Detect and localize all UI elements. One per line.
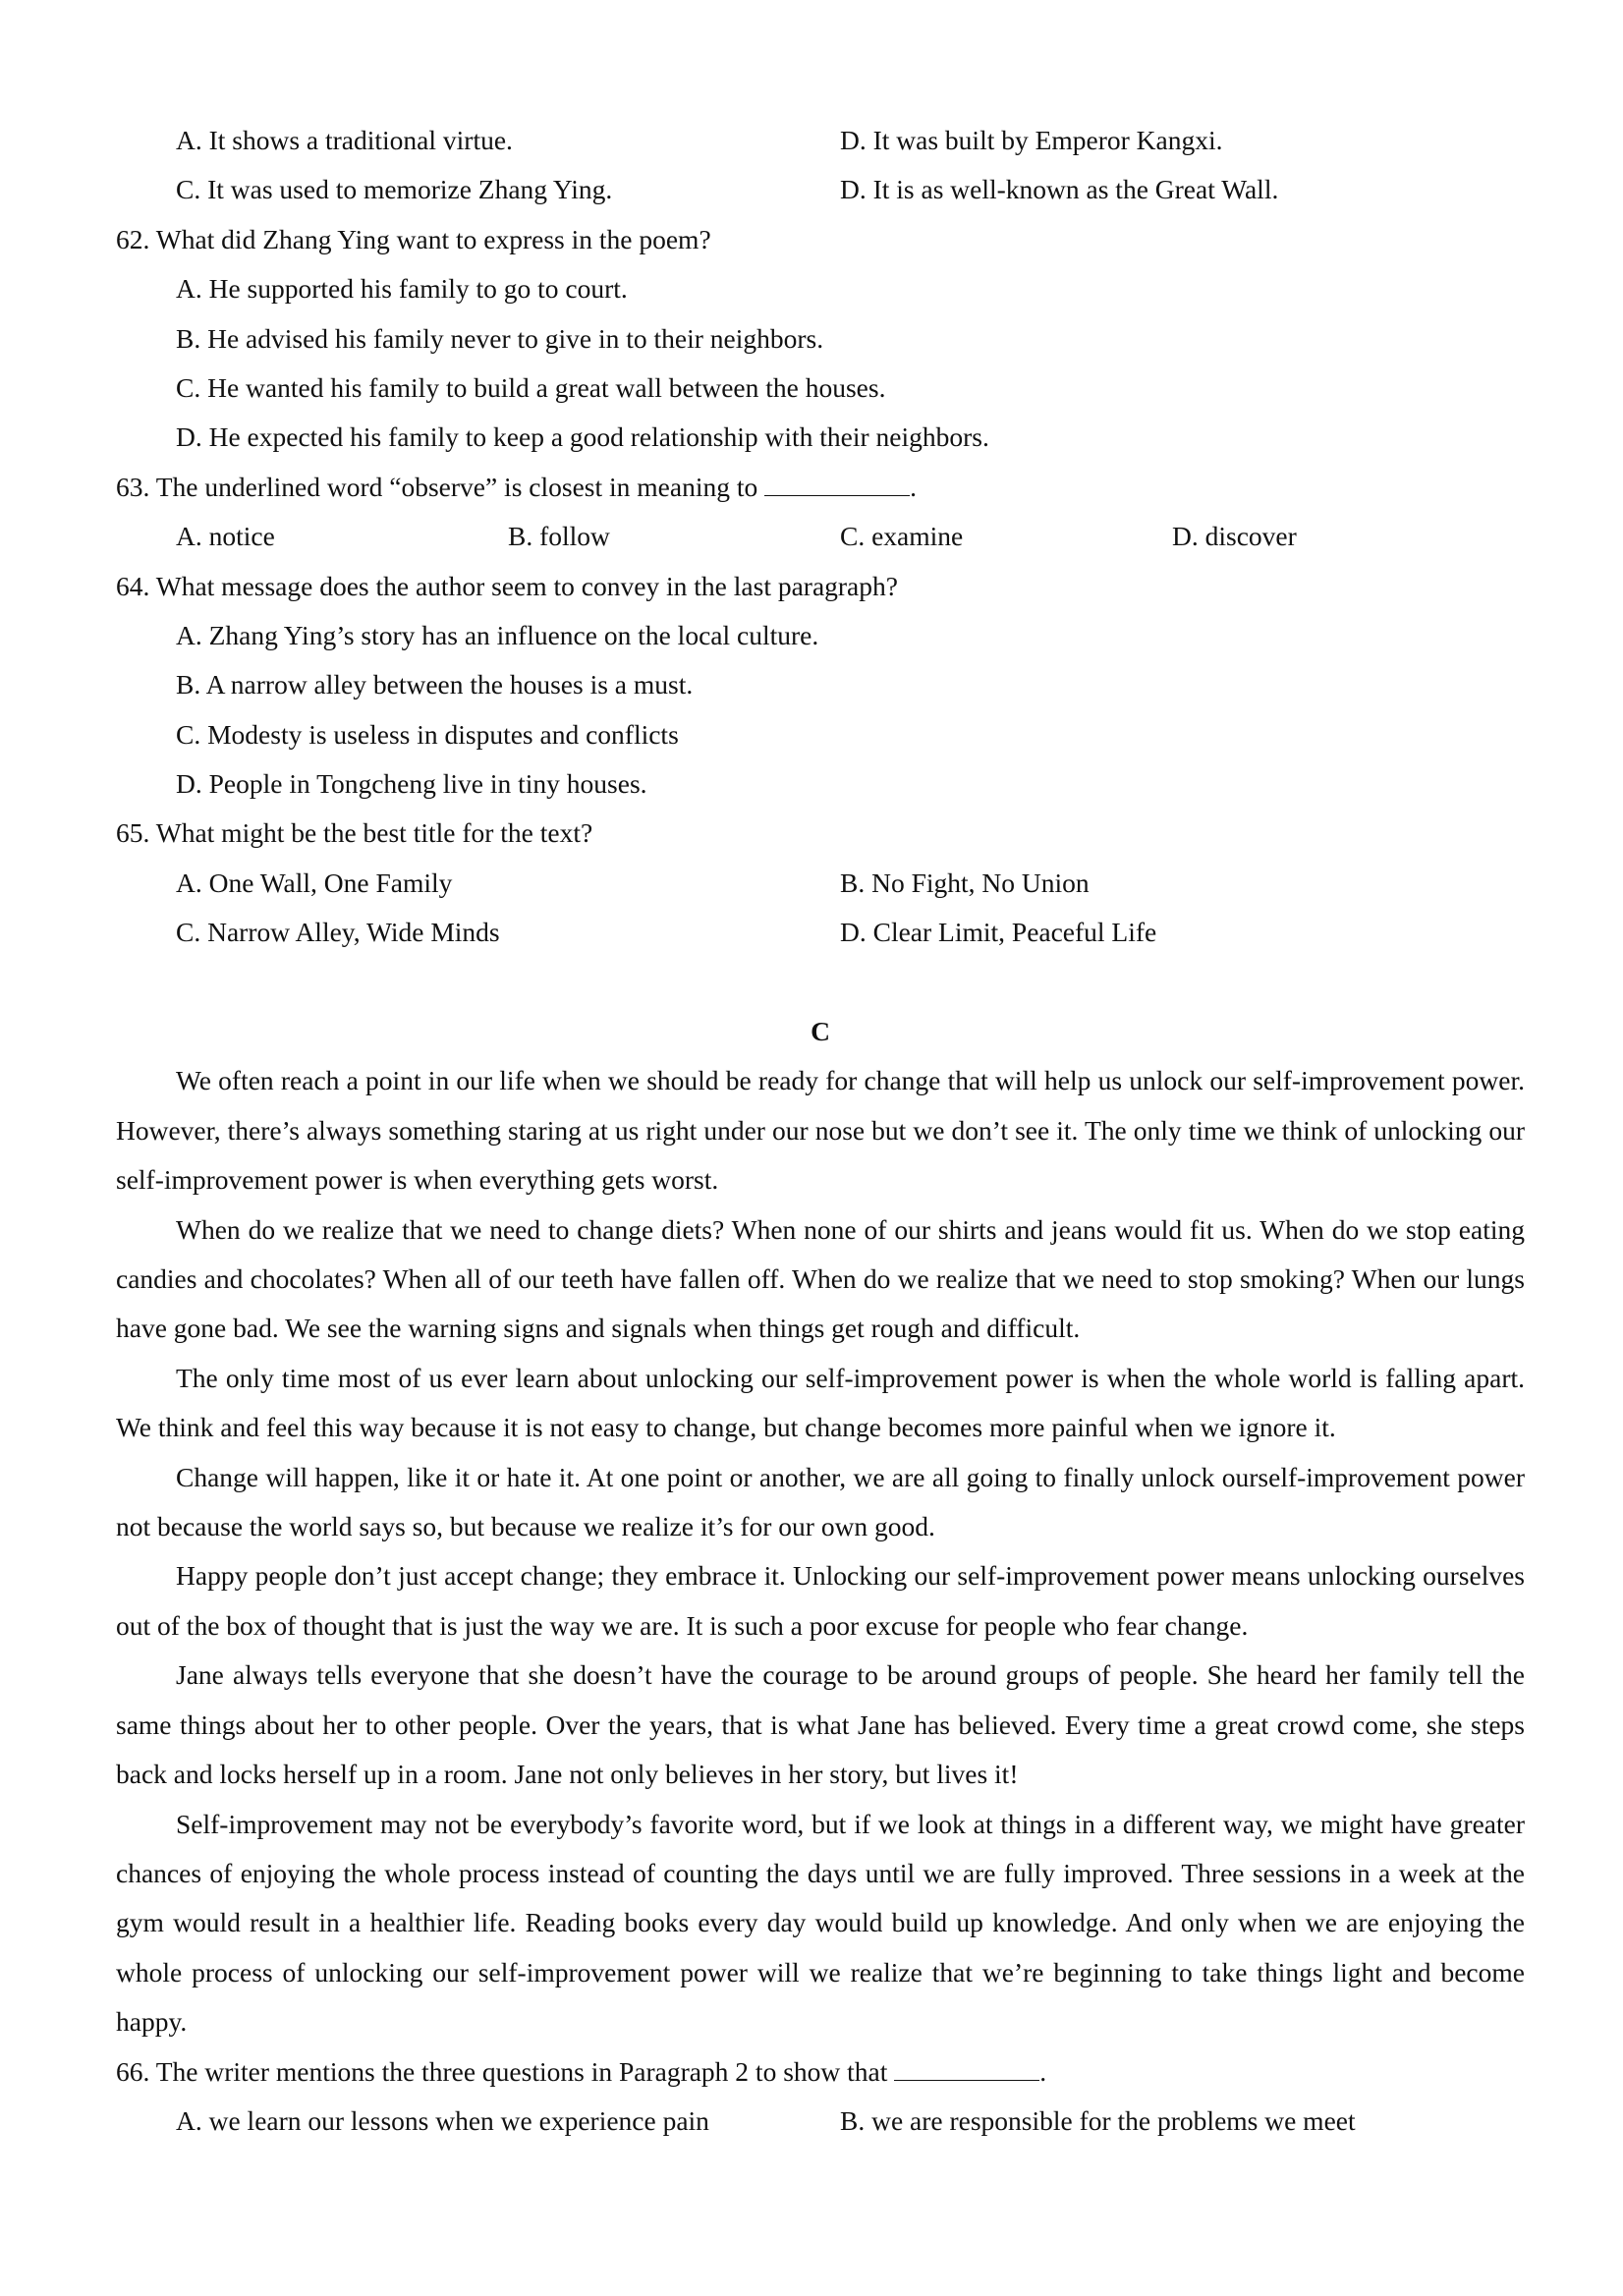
passage-paragraph-3: The only time most of us ever learn about unlocking our self-improvement power is when the whole world is falling apart. We think and feel this way because it is not easy to change, but change becomes more painful when we ignore it. xyxy=(116,1362,1525,1443)
q65-option-d[interactable]: D. Clear Limit, Peaceful Life xyxy=(840,917,1157,948)
q63-options-row xyxy=(116,512,1525,561)
q61-option-c[interactable]: C. It was used to memorize Zhang Ying. xyxy=(176,174,613,205)
q61-option-d[interactable]: D. It is as well-known as the Great Wall. xyxy=(840,174,1279,205)
q63-stem-end: . xyxy=(910,471,917,502)
q61-options-row-2 xyxy=(116,165,1525,214)
q65-options-row-2 xyxy=(116,908,1525,957)
passage-paragraph-4: Change will happen, like it or hate it. At one point or another, we are all going to finally unlock ourself-improvement power not because the world says so, but because we realize it’s for our own good. xyxy=(116,1461,1525,1542)
q64-stem: 64. What message does the author seem to convey in the last paragraph? xyxy=(116,570,898,601)
q62-option-d[interactable]: D. He expected his family to keep a good relationship with their neighbors. xyxy=(176,421,989,453)
passage-paragraph-6: Jane always tells everyone that she doesn’t have the courage to be around groups of people. She heard her family tell the same things about her to other people. Over the years, that is what Jane has believed. Every time a great crowd come, she steps back and locks herself up in a room. Jane not only believes in her story, but lives it! xyxy=(116,1659,1525,1790)
q63-option-a[interactable]: A. notice xyxy=(176,521,275,552)
q65-option-c[interactable]: C. Narrow Alley, Wide Minds xyxy=(176,917,500,948)
passage-paragraph-2: When do we realize that we need to change diets? When none of our shirts and jeans would fit us. When do we stop eating candies and chocolates? When all of our teeth have fallen off. When do we realize that we need to stop smoking? When our lungs have gone bad. We see the warning signs and signals when things get rough and difficult. xyxy=(116,1213,1525,1344)
q64-option-a[interactable]: A. Zhang Ying’s story has an influence on the local culture. xyxy=(176,619,819,650)
passage-paragraph-1: We often reach a point in our life when we should be ready for change that will help us unlock our self-improvement power. However, there’s always something staring at us right under our nose but we don’t see it. The only time we think of unlocking our self-improvement power is when everything gets worst. xyxy=(116,1065,1525,1196)
q62-option-a[interactable]: A. He supported his family to go to court. xyxy=(176,273,628,305)
q61-option-a[interactable]: A. It shows a traditional virtue. xyxy=(176,125,513,155)
q63-option-d[interactable]: D. discover xyxy=(1172,521,1297,552)
q66-option-b[interactable]: B. we are responsible for the problems we meet xyxy=(840,2104,1356,2136)
q63-answer-blank[interactable] xyxy=(764,470,910,496)
q61-options-row-1 xyxy=(116,116,1525,165)
passage-paragraph-7: Self-improvement may not be everybody’s favorite word, but if we look at things in a different way, we might have greater chances of enjoying the whole process instead of counting the days until we are fully improved. Three sessions in a week at the gym would result in a healthier life. Reading books every day would build up knowledge. And only when we are enjoying the whole process of unlocking our self-improvement power will we realize that we’re beginning to take things light and become happy. xyxy=(116,1808,1525,2038)
q66-stem-text: 66. The writer mentions the three questions in Paragraph 2 to show that xyxy=(116,2055,888,2087)
exam-page xyxy=(116,116,1525,2146)
passage-paragraph-5: Happy people don’t just accept change; they embrace it. Unlocking our self-improvement power means unlocking ourselves out of the box of thought that is just the way we are. It is such a poor excuse for people who fear change. xyxy=(116,1560,1525,1641)
q66-stem-end: . xyxy=(1039,2055,1047,2087)
q62-option-c[interactable]: C. He wanted his family to build a great wall between the houses. xyxy=(176,371,886,403)
q64-option-b[interactable]: B. A narrow alley between the houses is a must. xyxy=(176,669,694,700)
q65-options-row-1 xyxy=(116,859,1525,908)
q66-options-row-1 xyxy=(116,2097,1525,2146)
q62-stem: 62. What did Zhang Ying want to express in the poem? xyxy=(116,223,711,254)
q62-option-b[interactable]: B. He advised his family never to give in to their neighbors. xyxy=(176,322,824,354)
q63-stem-text: 63. The underlined word “observe” is closest in meaning to xyxy=(116,471,758,502)
q65-option-a[interactable]: A. One Wall, One Family xyxy=(176,867,453,898)
section-c-heading: C xyxy=(811,1016,830,1047)
q63-stem xyxy=(116,463,1525,512)
q66-answer-blank[interactable] xyxy=(894,2054,1039,2081)
q61-option-b[interactable]: D. It was built by Emperor Kangxi. xyxy=(840,125,1223,155)
q64-option-c[interactable]: C. Modesty is useless in disputes and conflicts xyxy=(176,718,679,750)
q66-stem xyxy=(116,2047,1525,2097)
q63-option-b[interactable]: B. follow xyxy=(508,521,610,552)
q65-option-b[interactable]: B. No Fight, No Union xyxy=(840,867,1090,898)
q64-option-d[interactable]: D. People in Tongcheng live in tiny houses. xyxy=(176,768,647,800)
q63-option-c[interactable]: C. examine xyxy=(840,521,964,552)
q66-option-a[interactable]: A. we learn our lessons when we experience pain xyxy=(176,2104,709,2136)
q65-stem: 65. What might be the best title for the text? xyxy=(116,817,593,849)
